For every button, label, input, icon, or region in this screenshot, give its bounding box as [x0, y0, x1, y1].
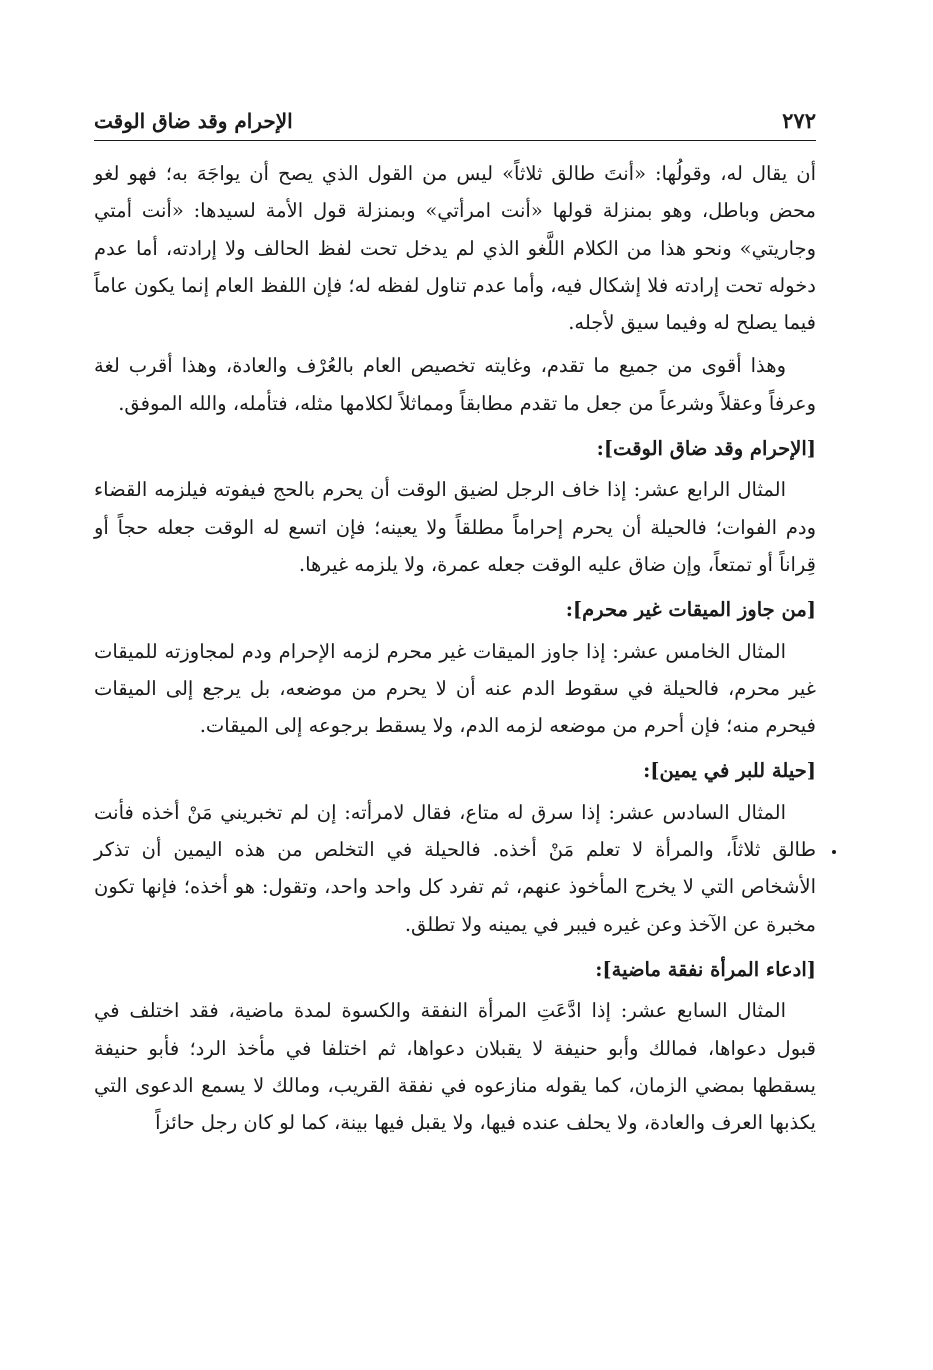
running-title: الإحرام وقد ضاق الوقت	[94, 109, 293, 133]
scan-speck	[832, 850, 836, 854]
paragraph: المثال السادس عشر: إذا سرق له متاع، فقال لامرأته: إن لم تخبريني مَنْ أخذه فأنت طالق ثلاثاً، والمرأة لا تعلم مَنْ أخذه. فالحيلة في التخلص من هذه اليمين أن تذكر الأشخاص التي لا يخرج المأخوذ عنهم، ثم تفرد كل واحد واحد، وتقول: هو أخذه؛ فإنها تكون مخبرة عن الآخذ وعن غيره فيبر في يمينه ولا تطلق.	[94, 800, 816, 936]
page-body	[94, 155, 816, 1141]
paragraph: وهذا أقوى من جميع ما تقدم، وغايته تخصيص العام بالعُرْف والعادة، وهذا أقرب لغة وعرفاً وعقلاً وشرعاً من جعل ما تقدم مطابقاً ومماثلاً لكلامها مثله، فتأمله، والله الموفق.	[94, 354, 816, 415]
paragraph: المثال الرابع عشر: إذا خاف الرجل لضيق الوقت أن يحرم بالحج فيفوته فيلزمه القضاء ودم الفوات؛ فالحيلة أن يحرم إحراماً مطلقاً ولا يعينه؛ فإن اتسع له الوقت جعله حجاً أو قِراناً أو تمتعاً، وإن ضاق عليه الوقت جعله عمرة، ولا يلزمه غيرها.	[94, 478, 816, 576]
section-heading: [حيلة للبر في يمين]:	[643, 759, 816, 783]
paragraph: المثال الخامس عشر: إذا جاوز الميقات غير محرم لزمه الإحرام ودم لمجاوزته للميقات غير محرم، فالحيلة في سقوط الدم عنه أن لا يحرم من موضعه، بل يرجع إلى الميقات فيحرم منه؛ فإن أحرم من موضعه لزمه الدم، ولا يسقط برجوعه إلى الميقات.	[94, 639, 816, 738]
book-page	[94, 108, 816, 1141]
paragraph: المثال السابع عشر: إذا ادَّعَتِ المرأة النفقة والكسوة لمدة ماضية، فقد اختلف في قبول دعواها، فمالك وأبو حنيفة لا يقبلان دعواها، ثم اختلفا في مأخذ الرد؛ فأبو حنيفة يسقطها بمضي الزمان، كما يقوله منازعوه في نفقة القريب، ومالك لا يسمع الدعوى التي يكذبها العرف والعادة، ولا يحلف عنده فيها، ولا يقبل فيها بينة، كما لو كان رجل حائزاً	[94, 999, 816, 1135]
section-heading: [الإحرام وقد ضاق الوقت]:	[596, 437, 816, 461]
page-header	[94, 108, 816, 141]
paragraph: أن يقال له، وقولُها: «أنتَ طالق ثلاثاً» ليس من القول الذي يصح أن يواجَهَ به؛ فهو لغو محض وباطل، وهو بمنزلة قولها «أنت امرأتي» وبمنزلة قول الأمة لسيدها: «أنت أمتي وجاريتي» ونحو هذا من الكلام اللَّغو الذي لم يدخل تحت لفظ الحالف ولا إرادته، أما عدم دخوله تحت إرادته فلا إشكال فيه، وأما عدم تناول لفظه له؛ فإن اللفظ العام إنما يكون عاماً فيما يصلح له وفيما سيق لأجله.	[94, 162, 816, 335]
section-heading: [من جاوز الميقات غير محرم]:	[565, 598, 816, 622]
section-heading: [ادعاء المرأة نفقة ماضية]:	[595, 957, 816, 981]
page-number: ٢٧٢	[782, 108, 816, 133]
